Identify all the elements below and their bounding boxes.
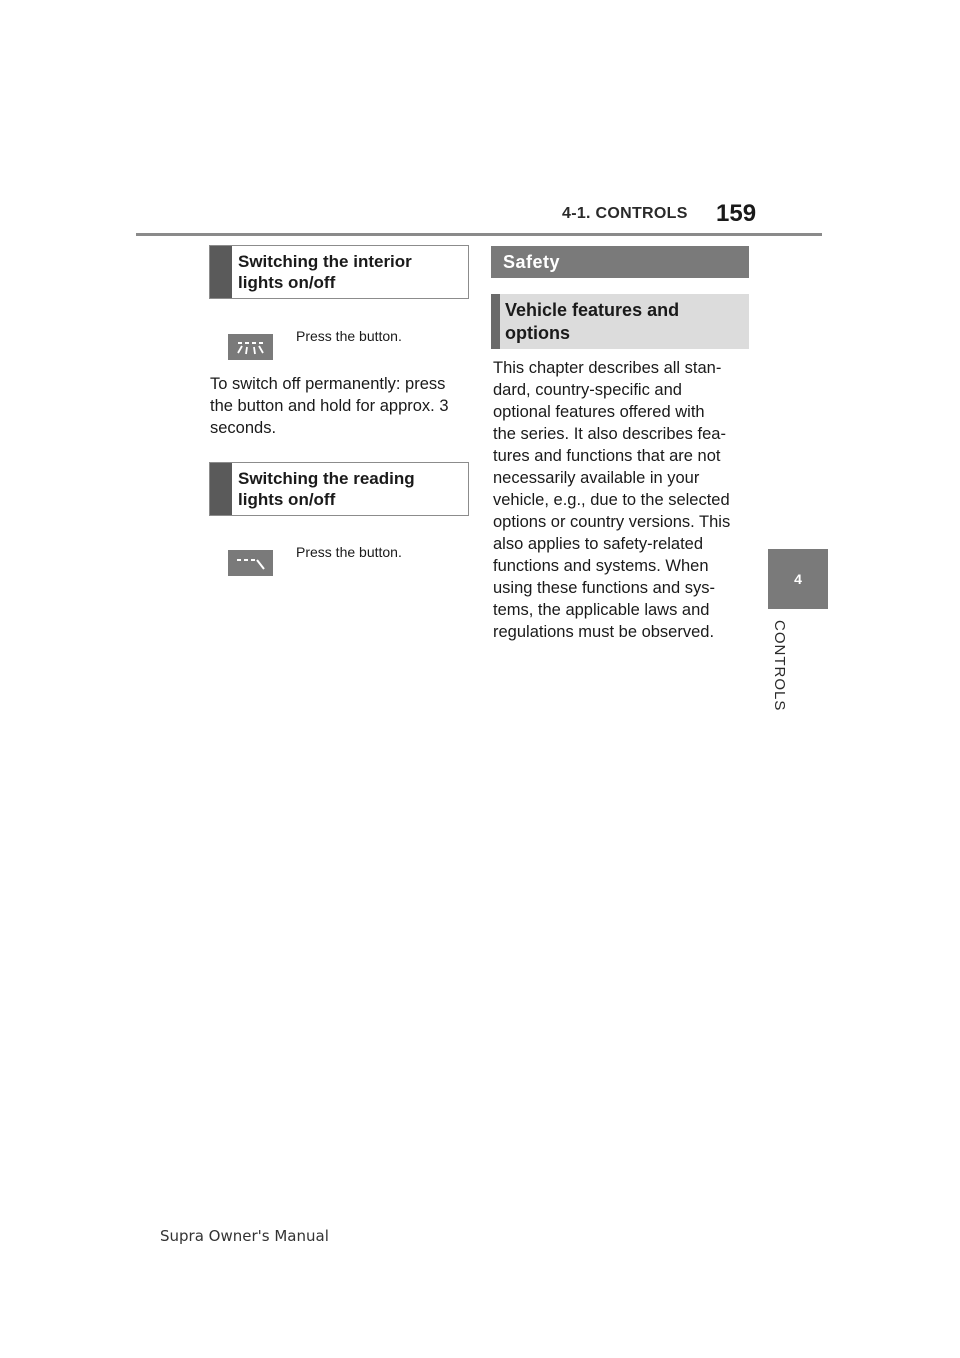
header-rule bbox=[136, 233, 822, 236]
interior-lights-heading bbox=[209, 245, 469, 299]
chapter-label: CONTROLS bbox=[771, 620, 788, 712]
features-paragraph: This chapter describes all stan- dard, country-specific and optional features offered with the series. It also describes fea- tures and functions that are not necessarily available in your vehicle, e.g., due to the selected options or country versions. This also applies to safety-related functions and systems. When using these functions and sys- tems, the applicable laws and regulations must be observed. bbox=[493, 359, 731, 641]
heading-bar bbox=[491, 294, 500, 349]
interior-instruction: Press the button. bbox=[296, 328, 402, 344]
section-title: 4-1. CONTROLS bbox=[562, 205, 688, 222]
heading-text: Switching the interior lights on/off bbox=[238, 252, 412, 292]
reading-lights-heading bbox=[209, 462, 469, 516]
switch-off-note: To switch off permanently: press the button and hold for approx. 3 seconds. bbox=[210, 375, 449, 437]
reading-light-icon bbox=[228, 550, 273, 576]
heading-bar bbox=[210, 463, 232, 515]
heading-bar bbox=[210, 246, 232, 298]
heading-text: Switching the reading lights on/off bbox=[238, 469, 415, 509]
vehicle-features-heading bbox=[491, 294, 749, 349]
heading-text: Vehicle features and options bbox=[505, 299, 680, 343]
footer-manual-title: Supra Owner's Manual bbox=[160, 1227, 329, 1245]
interior-light-icon bbox=[228, 334, 273, 360]
chapter-number: 4 bbox=[794, 571, 802, 587]
page-number: 159 bbox=[716, 200, 757, 227]
safety-section-title: Safety bbox=[491, 246, 749, 278]
reading-instruction: Press the button. bbox=[296, 544, 402, 560]
